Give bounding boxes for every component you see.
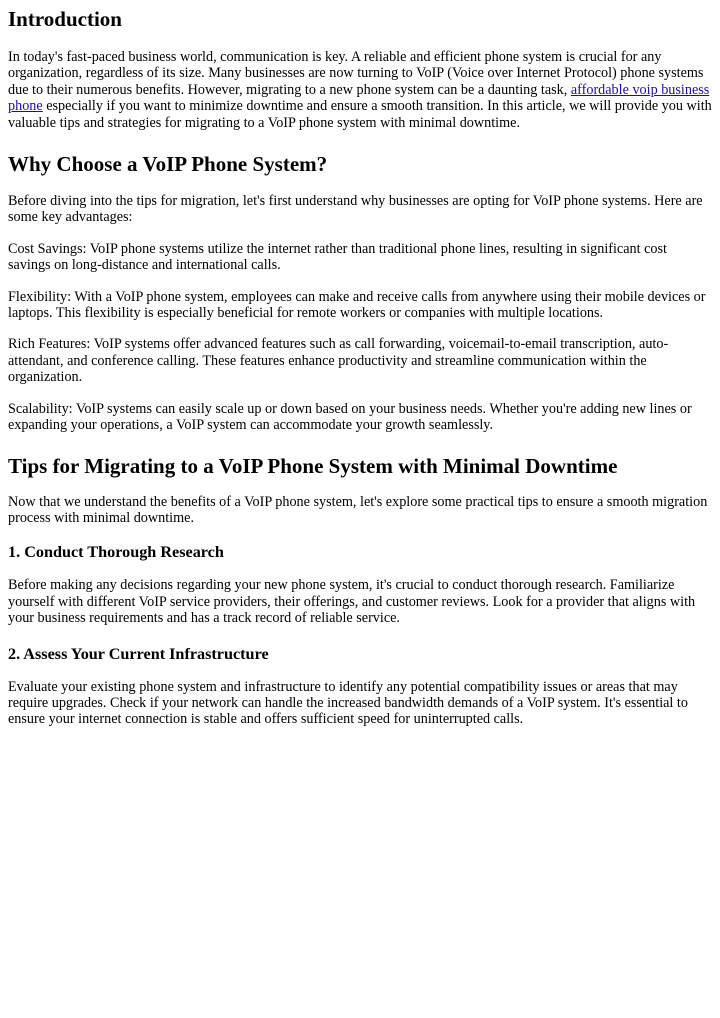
advantage-cost-savings-paragraph: Cost Savings: VoIP phone systems utilize the internet rather than traditional phone lines, resulting in significant cost savings on long-distance and international calls. [8, 240, 667, 274]
why-choose-voip-heading: Why Choose a VoIP Phone System? [8, 152, 328, 177]
introduction-text-end: especially if you want to minimize downtime and ensure a smooth transition. In this article, we will provide you with valuable tips and strategies for migrating to a VoIP phone system with minimal downtime. [8, 98, 712, 131]
advantage-scalability-paragraph: Scalability: VoIP systems can easily scale up or down based on your business needs. Whether you're adding new lines or expanding your operations, a VoIP system can accommodate your growth seamlessly. [8, 400, 692, 434]
step-2-paragraph: Evaluate your existing phone system and infrastructure to identify any potential compatibility issues or areas that may require upgrades. Check if your network can handle the increased bandwidth demands of a VoIP system. It's essential to ensure your internet connection is stable and offers sufficient speed for uninterrupted calls. [8, 678, 688, 728]
step-1-heading: 1. Conduct Thorough Research [8, 543, 224, 562]
introduction-text-start: In today's fast-paced business world, communication is key. A reliable and efficient phone system is crucial for any organization, regardless of its size. Many businesses are now turning to VoIP (Voice over Internet Protocol) phone systems due to their numerous benefits. However, migrating to a new phone system can be a daunting task, [8, 49, 704, 98]
introduction-heading: Introduction [8, 7, 122, 31]
advantage-flexibility-paragraph: Flexibility: With a VoIP phone system, employees can make and receive calls from anywhere using their mobile devices or laptops. This flexibility is especially beneficial for remote workers or companies with multiple locations. [8, 288, 706, 322]
migration-tips-heading: Tips for Migrating to a VoIP Phone System with Minimal Downtime [8, 453, 618, 478]
affordable-voip-business-phone-link[interactable]: affordable voip business phone [8, 81, 710, 115]
introduction-paragraph [8, 49, 712, 131]
step-2-heading: 2. Assess Your Current Infrastructure [8, 644, 269, 663]
why-choose-voip-intro-paragraph: Before diving into the tips for migration, let's first understand why businesses are opting for VoIP phone systems. Here are some key advantages: [8, 193, 703, 226]
migration-tips-intro-paragraph: Now that we understand the benefits of a VoIP phone system, let's explore some practical tips to ensure a smooth migration process with minimal downtime. [8, 493, 708, 526]
step-1-paragraph: Before making any decisions regarding your new phone system, it's crucial to conduct thorough research. Familiarize yourself with different VoIP service providers, their offerings, and customer reviews. Look for a provider that aligns with your business requirements and has a track record of reliable service. [8, 577, 696, 627]
advantage-rich-features-paragraph: Rich Features: VoIP systems offer advanced features such as call forwarding, voicemail-to-email transcription, auto-attendant, and conference calling. These features enhance productivity and streamline communication within the organization. [8, 336, 669, 386]
